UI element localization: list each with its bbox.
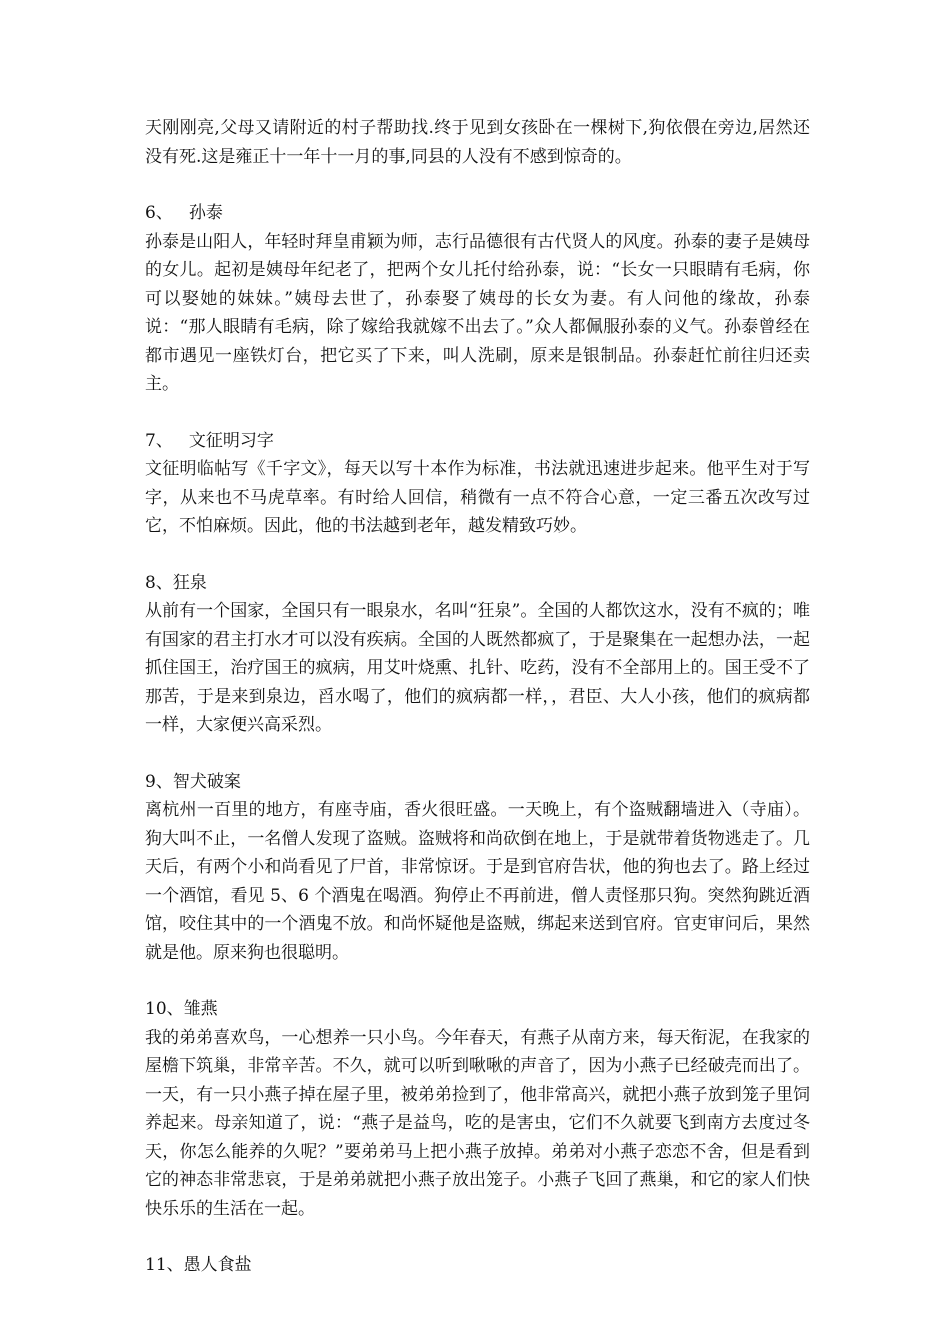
section-6 (145, 199, 810, 399)
section-title: 文征明习字 (188, 430, 274, 451)
section-heading (145, 427, 810, 456)
section-9 (145, 768, 810, 968)
section-heading (145, 199, 810, 228)
section-10 (145, 995, 810, 1223)
section-title: 雏燕 (183, 999, 218, 1019)
section-title: 狂泉 (172, 572, 207, 593)
document-page (145, 114, 810, 1280)
section-body: 从前有一个国家，全国只有一眼泉水，名叫“狂泉”。全国的人都饮这水，没有不疯的；唯有国家的君主打水才可以没有疾病。全国的人既然都疯了，于是聚集在一起想办法，一起抓住国王，治疗国王的疯病，用艾叶烧熏、扎针、吃药，没有不全部用上的。国王受不了那苦，于是来到泉边，舀水喝了，他们的疯病都一样，，君臣、大人小孩，他们的疯病都一样，大家便兴高采烈。 (145, 601, 810, 735)
section-8 (145, 569, 810, 740)
section-heading (145, 995, 810, 1024)
section-title: 愚人食盐 (183, 1255, 252, 1275)
section-number: 6、 (145, 203, 173, 223)
section-number: 9、 (145, 771, 173, 792)
section-title: 孙泰 (188, 203, 223, 223)
section-heading (145, 768, 810, 797)
section-body: 孙泰是山阳人，年轻时拜皇甫颖为师，志行品德很有古代贤人的风度。孙泰的妻子是姨母的女儿。起初是姨母年纪老了，把两个女儿托付给孙泰，说：“长女一只眼睛有毛病，你可以娶她的妹妹。”姨母去世了，孙泰娶了姨母的长女为妻。有人问他的缘故，孙泰说：“那人眼睛有毛病，除了嫁给我就嫁不出去了。”众人都佩服孙泰的义气。孙泰曾经在都市遇见一座铁灯台，把它买了下来，叫人洗刷，原来是银制品。孙泰赶忙前往归还卖主。 (145, 231, 810, 394)
section-body: 我的弟弟喜欢鸟，一心想养一只小鸟。今年春天，有燕子从南方来，每天衔泥，在我家的屋檐下筑巢，非常辛苦。不久，就可以听到啾啾的声音了，因为小燕子已经破壳而出了。一天，有一只小燕子掉在屋子里，被弟弟捡到了，他非常高兴，就把小燕子放到笼子里饲养起来。母亲知道了，说：“燕子是益鸟，吃的是害虫，它们不久就要飞到南方去度过冬天，你怎么能养的久呢？”要弟弟马上把小燕子放掉。弟弟对小燕子恋恋不舍，但是看到它的神态非常悲哀，于是弟弟就把小燕子放出笼子。小燕子飞回了燕巢，和它的家人们快快乐乐的生活在一起。 (145, 1027, 810, 1219)
section-11 (145, 1251, 810, 1280)
section-heading (145, 1251, 810, 1280)
section-body: 文征明临帖写《千字文》，每天以写十本作为标准，书法就迅速进步起来。他平生对于写字，从来也不马虎草率。有时给人回信，稍微有一点不符合心意，一定三番五次改写过它，不怕麻烦。因此，他的书法越到老年，越发精致巧妙。 (145, 459, 810, 536)
section-number: 7、 (145, 430, 173, 451)
section-number: 11、 (145, 1255, 184, 1275)
intro-paragraph: 天刚刚亮,父母又请附近的村子帮助找.终于见到女孩卧在一棵树下,狗依偎在旁边,居然还没有死.这是雍正十一年十一月的事,同县的人没有不感到惊奇的。 (145, 118, 810, 167)
section-7 (145, 427, 810, 541)
section-heading (145, 569, 810, 598)
section-number: 8、 (145, 572, 173, 593)
section-title: 智犬破案 (172, 771, 241, 792)
section-number: 10、 (145, 999, 184, 1019)
section-body: 离杭州一百里的地方，有座寺庙，香火很旺盛。一天晚上，有个盗贼翻墙进入（寺庙）。狗大叫不止，一名僧人发现了盗贼。盗贼将和尚砍倒在地上，于是就带着货物逃走了。几天后，有两个小和尚看见了尸首，非常惊讶。于是到官府告状，他的狗也去了。路上经过一个酒馆，看见 5、6 个酒鬼在喝酒。狗停止不再前进，僧人责怪那只狗。突然狗跳近酒馆，咬住其中的一个酒鬼不放。和尚怀疑他是盗贼，绑起来送到官府。官吏审问后，果然就是他。原来狗也很聪明。 (145, 800, 810, 963)
